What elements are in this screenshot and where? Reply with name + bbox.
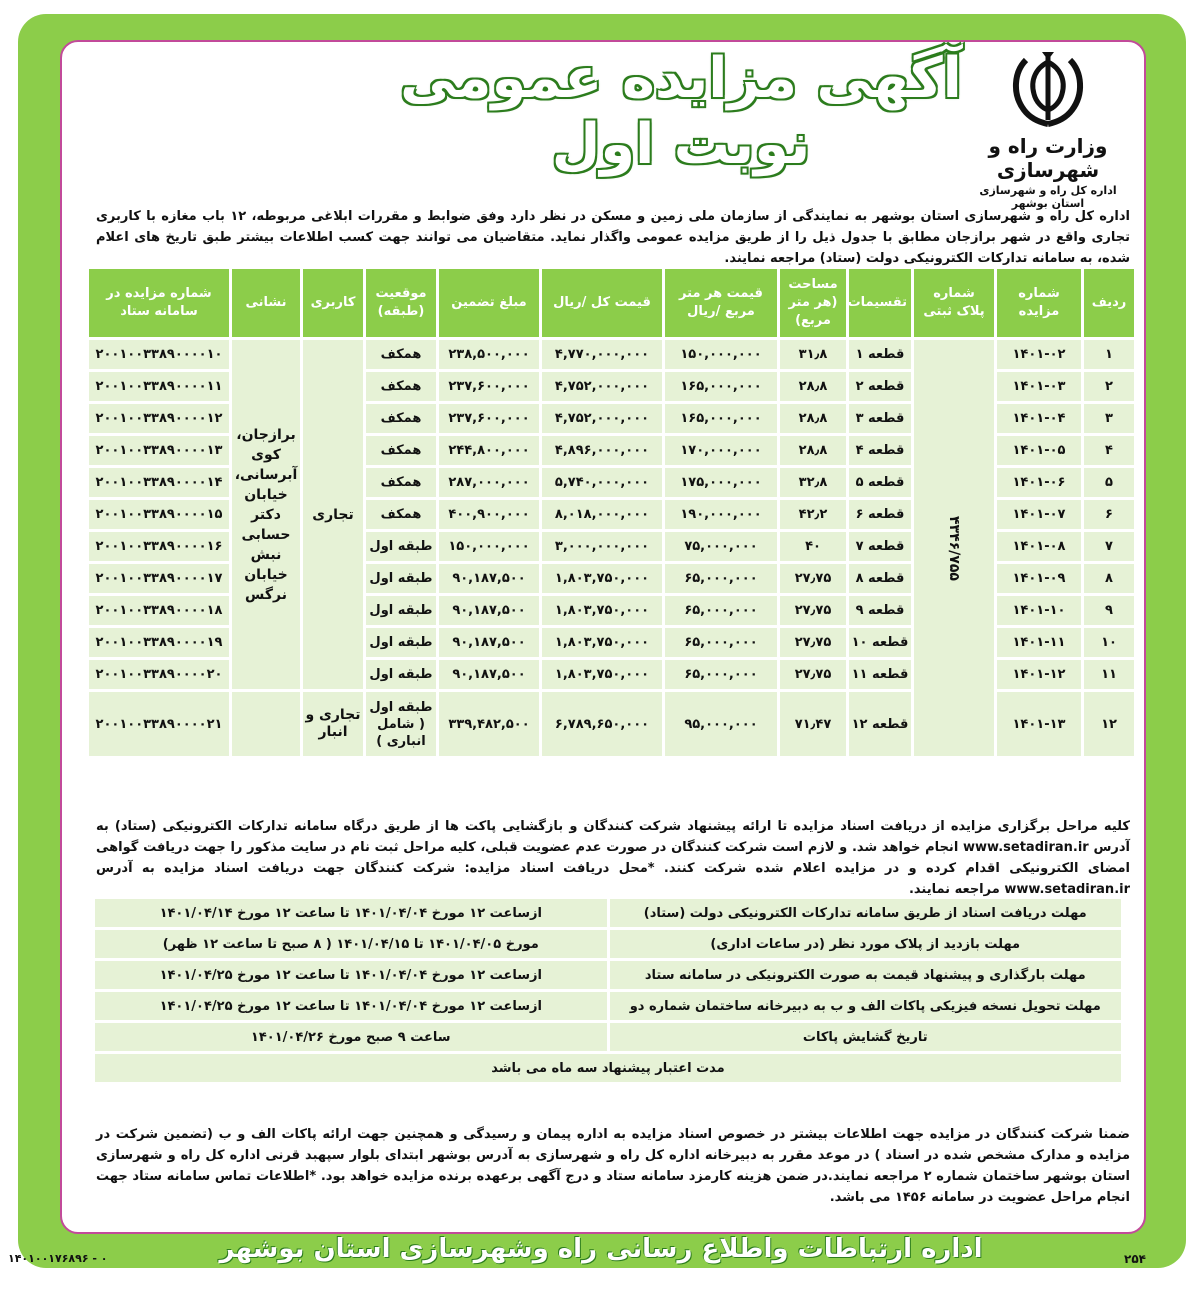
cell-location: همکف	[366, 404, 436, 433]
cell-location: همکف	[366, 436, 436, 465]
cell-row: ۱۰	[1084, 628, 1134, 657]
cell-price-per-m: ۶۵,۰۰۰,۰۰۰	[665, 564, 777, 593]
title-line1: آگهی مزایده عمومی	[400, 46, 962, 111]
col-area: مساحت (هر متر مربع)	[780, 269, 846, 337]
cell-guarantee: ۹۰,۱۸۷,۵۰۰	[439, 628, 539, 657]
cell-total-price: ۴,۷۷۰,۰۰۰,۰۰۰	[542, 340, 662, 369]
cell-setad-no: ۲۰۰۱۰۰۳۳۸۹۰۰۰۰۱۴	[89, 468, 229, 497]
cell-row: ۱	[1084, 340, 1134, 369]
date-row	[95, 992, 1121, 1020]
cell-area: ۳۱٫۸	[780, 340, 846, 369]
col-row: ردیف	[1084, 269, 1134, 337]
cell-price-per-m: ۱۹۰,۰۰۰,۰۰۰	[665, 500, 777, 529]
col-setad-no: شماره مزایده در سامانه ستاد	[89, 269, 229, 337]
cell-area: ۷۱٫۴۷	[780, 692, 846, 756]
cell-area: ۲۸٫۸	[780, 436, 846, 465]
cell-divisions: قطعه ۱۲	[849, 692, 911, 756]
cell-auction-no: ۱۴۰۱-۰۳	[997, 372, 1081, 401]
cell-price-per-m: ۱۷۰,۰۰۰,۰۰۰	[665, 436, 777, 465]
cell-total-price: ۸,۰۱۸,۰۰۰,۰۰۰	[542, 500, 662, 529]
validity-row	[95, 1054, 1121, 1082]
cell-divisions: قطعه ۲	[849, 372, 911, 401]
dates-table-body	[95, 899, 1121, 1051]
cell-area: ۲۷٫۷۵	[780, 564, 846, 593]
process-paragraph: کلیه مراحل برگزاری مزایده از دریافت اسناد مزایده تا ارائه پیشنهاد شرکت کنندگان و بازگشایی پاکت ها از طریق درگاه سامانه تدارکات الکترونیکی (ستاد) به آدرس www.setadiran.ir انجام خواهد شد. و لازم است شرکت کنندگان در صورت عدم عضویت قبلی، کلیه مراحل ثبت نام در سایت مذکور را جهت دریافت گواهی امضای الکترونیکی اقدام کرده و در مزایده اعلام شده شرکت کنند. *محل دریافت اسناد مزایده: شرکت کنندگان جهت دریافت اسناد مزایده به آدرس www.setadiran.ir مراجعه نمایند.	[96, 819, 1130, 897]
cell-guarantee: ۱۵۰,۰۰۰,۰۰۰	[439, 532, 539, 561]
cell-divisions: قطعه ۱۰	[849, 628, 911, 657]
cell-total-price: ۱,۸۰۳,۷۵۰,۰۰۰	[542, 628, 662, 657]
cell-setad-no: ۲۰۰۱۰۰۳۳۸۹۰۰۰۰۱۱	[89, 372, 229, 401]
cell-location: طبقه اول	[366, 532, 436, 561]
cell-address-empty	[232, 692, 300, 756]
cell-auction-no: ۱۴۰۱-۰۸	[997, 532, 1081, 561]
cell-guarantee: ۲۳۷,۶۰۰,۰۰۰	[439, 404, 539, 433]
cell-usage: تجاری	[303, 340, 363, 689]
header	[60, 42, 1142, 210]
cell-area: ۴۰	[780, 532, 846, 561]
cell-auction-no: ۱۴۰۱-۰۲	[997, 340, 1081, 369]
cell-price-per-m: ۱۶۵,۰۰۰,۰۰۰	[665, 372, 777, 401]
col-address: نشانی	[232, 269, 300, 337]
cell-total-price: ۱,۸۰۳,۷۵۰,۰۰۰	[542, 660, 662, 689]
cell-area: ۳۲٫۸	[780, 468, 846, 497]
table-header-row	[89, 269, 1134, 337]
date-label: مهلت بازدید از پلاک مورد نظر (در ساعات اداری)	[610, 930, 1122, 958]
cell-auction-no: ۱۴۰۱-۰۹	[997, 564, 1081, 593]
iran-emblem-icon	[1008, 50, 1088, 132]
contact-paragraph: ضمنا شرکت کنندگان در مزایده جهت اطلاعات بیشتر در خصوص اسناد مزایده به اداره پیمان و رسیدگی و همچنین جهت ارائه پاکات الف و ب (تضمین شرکت در مزایده و مدارک مشخص شده در اسناد ) در موعد مقرر به دبیرخانه اداره کل راه و شهرسازی به آدرس بوشهر ابتدای بلوار سپهبد قرنی اداره کل راه و شهرسازی استان بوشهر ساختمان شماره ۲ مراجعه نمایند.در ضمن هزینه کارمزد سامانه ستاد و درج آگهی برعهده برنده مزایده خواهد بود. *اطلاعات تماس سامانه ستاد جهت انجام مراحل عضویت در سامانه ۱۴۵۶ می باشد.	[96, 1127, 1131, 1205]
cell-price-per-m: ۶۵,۰۰۰,۰۰۰	[665, 660, 777, 689]
cell-row: ۸	[1084, 564, 1134, 593]
cell-auction-no: ۱۴۰۱-۱۱	[997, 628, 1081, 657]
ad-code: ۱۴۰۱۰۰۱۷۶۸۹۶ - ۰	[8, 1252, 108, 1265]
col-divisions: تقسیمات	[849, 269, 911, 337]
cell-auction-no: ۱۴۰۱-۰۷	[997, 500, 1081, 529]
date-value: مورخ ۱۴۰۱/۰۴/۰۵ تا ۱۴۰۱/۰۴/۱۵ ( ۸ صبح تا ساعت ۱۲ ظهر)	[95, 930, 607, 958]
cell-price-per-m: ۱۷۵,۰۰۰,۰۰۰	[665, 468, 777, 497]
cell-location: همکف	[366, 372, 436, 401]
cell-price-per-m: ۶۵,۰۰۰,۰۰۰	[665, 628, 777, 657]
cell-total-price: ۵,۷۴۰,۰۰۰,۰۰۰	[542, 468, 662, 497]
cell-auction-no: ۱۴۰۱-۰۵	[997, 436, 1081, 465]
cell-row: ۵	[1084, 468, 1134, 497]
cell-guarantee: ۳۳۹,۴۸۲,۵۰۰	[439, 692, 539, 756]
footer-banner: اداره ارتباطات واطلاع رسانی راه وشهرسازی استان بوشهر	[219, 1234, 983, 1264]
cell-price-per-m: ۱۵۰,۰۰۰,۰۰۰	[665, 340, 777, 369]
cell-guarantee: ۲۴۴,۸۰۰,۰۰۰	[439, 436, 539, 465]
cell-location: طبقه اول	[366, 596, 436, 625]
cell-total-price: ۳,۰۰۰,۰۰۰,۰۰۰	[542, 532, 662, 561]
cell-location: طبقه اول	[366, 660, 436, 689]
cell-divisions: قطعه ۶	[849, 500, 911, 529]
date-row	[95, 1023, 1121, 1051]
cell-area: ۲۷٫۷۵	[780, 660, 846, 689]
ministry-emblem	[968, 50, 1128, 210]
cell-divisions: قطعه ۴	[849, 436, 911, 465]
cell-total-price: ۱,۸۰۳,۷۵۰,۰۰۰	[542, 596, 662, 625]
cell-area: ۲۸٫۸	[780, 372, 846, 401]
cell-divisions: قطعه ۳	[849, 404, 911, 433]
cell-auction-no: ۱۴۰۱-۱۳	[997, 692, 1081, 756]
date-label: مهلت بارگذاری و پیشنهاد قیمت به صورت الکترونیکی در سامانه ستاد	[610, 961, 1122, 989]
date-label: مهلت تحویل نسخه فیزیکی پاکات الف و ب به دبیرخانه ساختمان شماره دو	[610, 992, 1122, 1020]
cell-guarantee: ۹۰,۱۸۷,۵۰۰	[439, 660, 539, 689]
lots-table-body	[89, 340, 1134, 756]
cell-address: برازجان، کوی آبرسانی، خیابان دکتر حسابی نبش خیابان نرگس	[232, 340, 300, 689]
cell-row: ۷	[1084, 532, 1134, 561]
date-row	[95, 899, 1121, 927]
cell-divisions: قطعه ۵	[849, 468, 911, 497]
ministry-subtitle: اداره کل راه و شهرسازی استان بوشهر	[979, 184, 1117, 210]
cell-price-per-m: ۶۵,۰۰۰,۰۰۰	[665, 596, 777, 625]
cell-divisions: قطعه ۱۱	[849, 660, 911, 689]
cell-total-price: ۴,۷۵۲,۰۰۰,۰۰۰	[542, 372, 662, 401]
cell-location: طبقه اول ( شامل انباری )	[366, 692, 436, 756]
cell-plak: ۴۳۴۶/۷۵۵	[914, 340, 994, 756]
cell-total-price: ۴,۷۵۲,۰۰۰,۰۰۰	[542, 404, 662, 433]
col-plak: شماره پلاک ثبتی	[914, 269, 994, 337]
cell-auction-no: ۱۴۰۱-۰۴	[997, 404, 1081, 433]
cell-row: ۱۱	[1084, 660, 1134, 689]
cell-price-per-m: ۷۵,۰۰۰,۰۰۰	[665, 532, 777, 561]
cell-total-price: ۶,۷۸۹,۶۵۰,۰۰۰	[542, 692, 662, 756]
cell-location: همکف	[366, 468, 436, 497]
cell-setad-no: ۲۰۰۱۰۰۳۳۸۹۰۰۰۰۱۹	[89, 628, 229, 657]
cell-area: ۲۷٫۷۵	[780, 596, 846, 625]
cell-setad-no: ۲۰۰۱۰۰۳۳۸۹۰۰۰۰۱۷	[89, 564, 229, 593]
col-auction-no: شماره مزایده	[997, 269, 1081, 337]
cell-row: ۳	[1084, 404, 1134, 433]
table-row	[89, 340, 1134, 369]
cell-row: ۶	[1084, 500, 1134, 529]
cell-location: همکف	[366, 340, 436, 369]
col-total-price: قیمت کل /ریال	[542, 269, 662, 337]
cell-auction-no: ۱۴۰۱-۱۲	[997, 660, 1081, 689]
cell-setad-no: ۲۰۰۱۰۰۳۳۸۹۰۰۰۰۲۰	[89, 660, 229, 689]
cell-guarantee: ۲۸۷,۰۰۰,۰۰۰	[439, 468, 539, 497]
date-label: تاریخ گشایش پاکات	[610, 1023, 1122, 1051]
intro-paragraph: اداره کل راه و شهرسازی استان بوشهر به نمایندگی از سازمان ملی زمین و مسکن در نظر دارد وفق ضوابط و مقررات ابلاغی مربوطه، ۱۲ باب مغازه با کاربری تجاری واقع در شهر برازجان مطابق با جدول ذیل را از طریق مزایده عمومی واگذار نماید. متقاضیان می توانند جهت کسب اطلاعات بیشتر طبق تاریخ های اعلام شده، به سامانه تدارکات الکترونیکی دولت (ستاد) مراجعه نمایند.	[96, 209, 1130, 266]
col-usage: کاربری	[303, 269, 363, 337]
cell-location: همکف	[366, 500, 436, 529]
date-row	[95, 930, 1121, 958]
cell-guarantee: ۴۰۰,۹۰۰,۰۰۰	[439, 500, 539, 529]
cell-auction-no: ۱۴۰۱-۱۰	[997, 596, 1081, 625]
cell-row: ۲	[1084, 372, 1134, 401]
cell-setad-no: ۲۰۰۱۰۰۳۳۸۹۰۰۰۰۱۳	[89, 436, 229, 465]
col-price-per-m: قیمت هر متر مربع /ریال	[665, 269, 777, 337]
cell-row: ۴	[1084, 436, 1134, 465]
date-value: ازساعت ۱۲ مورخ ۱۴۰۱/۰۴/۰۴ تا ساعت ۱۲ مورخ ۱۴۰۱/۰۴/۱۴	[95, 899, 607, 927]
cell-area: ۴۲٫۲	[780, 500, 846, 529]
page-number: ۲۵۴	[1124, 1252, 1146, 1266]
cell-location: طبقه اول	[366, 628, 436, 657]
cell-setad-no: ۲۰۰۱۰۰۳۳۸۹۰۰۰۰۲۱	[89, 692, 229, 756]
lots-table	[86, 266, 1137, 759]
cell-usage: تجاری و انبار	[303, 692, 363, 756]
date-row	[95, 961, 1121, 989]
cell-price-per-m: ۱۶۵,۰۰۰,۰۰۰	[665, 404, 777, 433]
cell-guarantee: ۲۳۸,۵۰۰,۰۰۰	[439, 340, 539, 369]
cell-divisions: قطعه ۷	[849, 532, 911, 561]
cell-divisions: قطعه ۹	[849, 596, 911, 625]
cell-row: ۹	[1084, 596, 1134, 625]
cell-setad-no: ۲۰۰۱۰۰۳۳۸۹۰۰۰۰۱۰	[89, 340, 229, 369]
dates-table	[92, 896, 1124, 1085]
cell-area: ۲۸٫۸	[780, 404, 846, 433]
cell-area: ۲۷٫۷۵	[780, 628, 846, 657]
cell-guarantee: ۹۰,۱۸۷,۵۰۰	[439, 596, 539, 625]
date-value: ازساعت ۱۲ مورخ ۱۴۰۱/۰۴/۰۴ تا ساعت ۱۲ مورخ ۱۴۰۱/۰۴/۲۵	[95, 992, 607, 1020]
cell-divisions: قطعه ۱	[849, 340, 911, 369]
date-value: ازساعت ۱۲ مورخ ۱۴۰۱/۰۴/۰۴ تا ساعت ۱۲ مورخ ۱۴۰۱/۰۴/۲۵	[95, 961, 607, 989]
col-location: موقعیت (طبقه)	[366, 269, 436, 337]
date-value: ساعت ۹ صبح مورخ ۱۴۰۱/۰۴/۲۶	[95, 1023, 607, 1051]
title-line2: نوبت اول	[551, 112, 811, 177]
date-label: مهلت دریافت اسناد از طریق سامانه تدارکات الکترونیکی دولت (ستاد)	[610, 899, 1122, 927]
cell-setad-no: ۲۰۰۱۰۰۳۳۸۹۰۰۰۰۱۲	[89, 404, 229, 433]
cell-total-price: ۴,۸۹۶,۰۰۰,۰۰۰	[542, 436, 662, 465]
cell-setad-no: ۲۰۰۱۰۰۳۳۸۹۰۰۰۰۱۵	[89, 500, 229, 529]
cell-location: طبقه اول	[366, 564, 436, 593]
cell-total-price: ۱,۸۰۳,۷۵۰,۰۰۰	[542, 564, 662, 593]
cell-setad-no: ۲۰۰۱۰۰۳۳۸۹۰۰۰۰۱۸	[89, 596, 229, 625]
cell-setad-no: ۲۰۰۱۰۰۳۳۸۹۰۰۰۰۱۶	[89, 532, 229, 561]
col-guarantee: مبلغ تضمین	[439, 269, 539, 337]
validity-text: مدت اعتبار پیشنهاد سه ماه می باشد	[95, 1054, 1121, 1082]
ministry-name: وزارت راه و شهرسازی	[988, 134, 1108, 182]
cell-divisions: قطعه ۸	[849, 564, 911, 593]
cell-price-per-m: ۹۵,۰۰۰,۰۰۰	[665, 692, 777, 756]
cell-guarantee: ۲۳۷,۶۰۰,۰۰۰	[439, 372, 539, 401]
cell-guarantee: ۹۰,۱۸۷,۵۰۰	[439, 564, 539, 593]
cell-auction-no: ۱۴۰۱-۰۶	[997, 468, 1081, 497]
cell-row: ۱۲	[1084, 692, 1134, 756]
